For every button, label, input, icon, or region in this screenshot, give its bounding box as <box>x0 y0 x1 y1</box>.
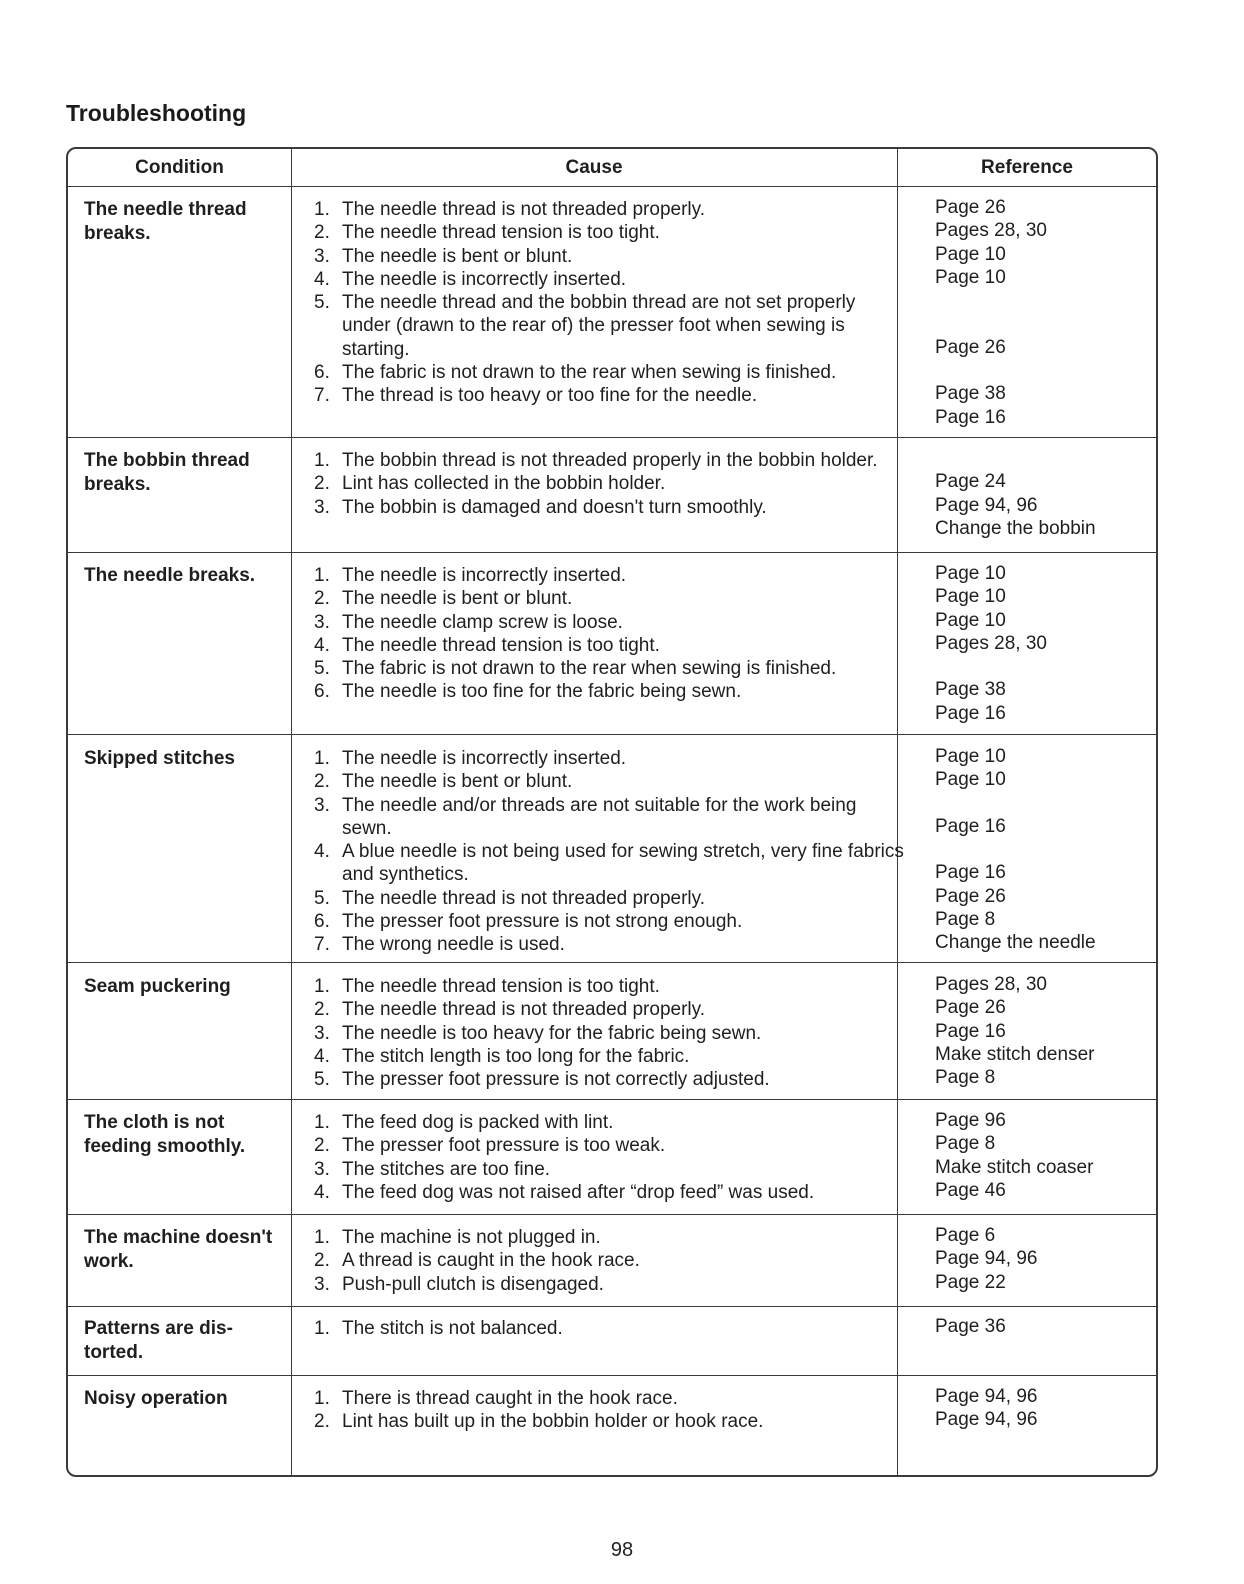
reference-line <box>935 655 1155 678</box>
cause-item <box>314 384 904 407</box>
cause-number: 1. <box>314 976 330 997</box>
cause-text: The needle thread is not threaded properly. <box>342 887 705 909</box>
cause-text: The machine is not plugged in. <box>342 1227 601 1248</box>
cause-number: 4. <box>314 1045 330 1067</box>
reference-line: Page 26 <box>935 997 1006 1019</box>
cause-list <box>314 747 904 957</box>
cause-number: 3. <box>314 1022 330 1044</box>
cause-number: 3. <box>314 611 330 633</box>
cause-item <box>314 887 904 910</box>
cause-item <box>314 496 904 519</box>
cause-text: The needle is incorrectly inserted. <box>342 268 627 290</box>
cause-number: 4. <box>314 634 330 656</box>
cause-text: The needle thread and the bobbin thread are not set properly under (drawn to the rear of) the presser foot when sewing is starting. <box>342 292 856 360</box>
reference-line: Page 16 <box>935 1020 1006 1042</box>
cause-item <box>314 933 904 956</box>
cause-number: 3. <box>314 496 330 518</box>
cause-number: 6. <box>314 681 330 703</box>
reference-line <box>935 312 1155 335</box>
cause-item <box>314 1022 904 1045</box>
reference-line <box>935 792 1155 815</box>
cause-text: The fabric is not drawn to the rear when sewing is finished. <box>342 658 837 680</box>
cause-number: 2. <box>314 999 330 1021</box>
reference-line: Make stitch coaser <box>935 1156 1094 1178</box>
cause-number: 3. <box>314 245 330 267</box>
reference-line: Page 96 <box>935 1110 1006 1131</box>
reference-line: Make stitch denser <box>935 1043 1095 1065</box>
reference-line: Page 22 <box>935 1271 1006 1293</box>
cause-number: 4. <box>314 841 330 863</box>
cause-item <box>314 634 904 657</box>
column-divider <box>291 149 292 1475</box>
cause-text: Push-pull clutch is disengaged. <box>342 1273 604 1295</box>
condition-cell: The machine doesn't work. <box>84 1227 273 1272</box>
cause-text: The presser foot pressure is too weak. <box>342 1135 666 1157</box>
condition-cell: Skipped stitches <box>84 748 235 769</box>
cause-text: The needle is incorrectly inserted. <box>342 748 627 769</box>
condition-cell: The cloth is not feeding smoothly. <box>84 1112 246 1157</box>
cause-number: 3. <box>314 1273 330 1295</box>
cause-text: The presser foot pressure is not correctly adjusted. <box>342 1069 770 1091</box>
troubleshooting-table <box>66 147 1158 1477</box>
reference-cell <box>935 196 1155 429</box>
cause-item <box>314 587 904 610</box>
cause-text: The needle is bent or blunt. <box>342 588 573 610</box>
cause-number: 7. <box>314 934 330 956</box>
cause-number: 1. <box>314 1388 330 1409</box>
cause-item <box>314 611 904 634</box>
cause-number: 5. <box>314 292 330 314</box>
row-divider <box>68 186 1156 187</box>
condition-cell: The bobbin thread breaks. <box>84 450 250 495</box>
cause-list <box>314 1387 904 1434</box>
cause-text: The needle is bent or blunt. <box>342 245 573 267</box>
cause-text: The needle thread is not threaded properly. <box>342 999 705 1021</box>
cause-item <box>314 657 904 680</box>
page-title: Troubleshooting <box>66 100 247 126</box>
cause-number: 1. <box>314 199 330 220</box>
reference-line: Page 16 <box>935 702 1006 724</box>
cause-item <box>314 770 904 793</box>
reference-line: Page 8 <box>935 1067 996 1089</box>
cause-text: The needle is bent or blunt. <box>342 771 573 793</box>
cause-item <box>314 472 904 495</box>
header-cause: Cause <box>565 157 623 178</box>
header-condition: Condition <box>135 157 224 178</box>
cause-number: 6. <box>314 911 330 933</box>
cause-list <box>314 449 904 519</box>
cause-item <box>314 564 904 587</box>
cause-item <box>314 449 904 472</box>
row-divider <box>68 1375 1156 1376</box>
cause-number: 4. <box>314 268 330 290</box>
cause-number: 6. <box>314 362 330 384</box>
reference-line: Page 24 <box>935 471 1006 493</box>
cause-text: The thread is too heavy or too fine for the needle. <box>342 385 758 407</box>
cause-item <box>314 910 904 933</box>
cause-text: Lint has collected in the bobbin holder. <box>342 473 666 495</box>
row-divider <box>68 552 1156 553</box>
reference-cell <box>935 1224 1155 1294</box>
cause-item <box>314 291 904 361</box>
cause-number: 2. <box>314 1411 330 1433</box>
cause-item <box>314 1158 904 1181</box>
reference-line: Pages 28, 30 <box>935 974 1047 995</box>
cause-number: 1. <box>314 1112 330 1133</box>
cause-item <box>314 1410 904 1433</box>
cause-number: 2. <box>314 222 330 244</box>
cause-list <box>314 198 904 408</box>
cause-item <box>314 1134 904 1157</box>
cause-number: 5. <box>314 887 330 909</box>
cause-number: 2. <box>314 473 330 495</box>
cause-text: The fabric is not drawn to the rear when sewing is finished. <box>342 362 837 384</box>
reference-line: Page 10 <box>935 586 1006 608</box>
reference-line: Page 38 <box>935 383 1006 405</box>
cause-text: The needle is incorrectly inserted. <box>342 565 627 586</box>
cause-text: The needle thread tension is too tight. <box>342 976 660 997</box>
cause-text: The needle is too fine for the fabric being sewn. <box>342 681 742 703</box>
reference-line: Page 16 <box>935 815 1006 837</box>
row-divider <box>68 962 1156 963</box>
cause-text: Lint has built up in the bobbin holder or hook race. <box>342 1411 764 1433</box>
reference-line: Page 26 <box>935 336 1006 358</box>
cause-text: The bobbin thread is not threaded properly in the bobbin holder. <box>342 450 878 471</box>
cause-item <box>314 680 904 703</box>
condition-cell: Patterns are dis- torted. <box>84 1318 233 1363</box>
cause-list <box>314 1317 904 1340</box>
reference-line: Page 26 <box>935 197 1006 218</box>
reference-line: Page 10 <box>935 609 1006 631</box>
reference-line <box>935 838 1155 861</box>
row-divider <box>68 1306 1156 1307</box>
reference-cell <box>935 745 1155 955</box>
reference-cell <box>935 562 1155 725</box>
reference-line: Page 10 <box>935 563 1006 584</box>
row-divider <box>68 437 1156 438</box>
cause-item <box>314 747 904 770</box>
cause-item <box>314 221 904 244</box>
reference-line <box>935 447 1155 470</box>
cause-item <box>314 1249 904 1272</box>
cause-item <box>314 1111 904 1134</box>
cause-text: The wrong needle is used. <box>342 934 565 956</box>
cause-text: There is thread caught in the hook race. <box>342 1388 678 1409</box>
row-divider <box>68 1099 1156 1100</box>
condition-cell: The needle thread breaks. <box>84 199 247 244</box>
cause-text: The feed dog is packed with lint. <box>342 1112 614 1133</box>
cause-item <box>314 1226 904 1249</box>
reference-line: Page 8 <box>935 909 996 931</box>
cause-number: 3. <box>314 794 330 816</box>
condition-cell: The needle breaks. <box>84 565 256 586</box>
cause-number: 2. <box>314 771 330 793</box>
cause-item <box>314 1387 904 1410</box>
cause-number: 1. <box>314 450 330 471</box>
header-reference: Reference <box>981 157 1073 178</box>
cause-item <box>314 1273 904 1296</box>
cause-text: The needle thread tension is too tight. <box>342 634 660 656</box>
reference-line: Change the bobbin <box>935 517 1096 539</box>
reference-line: Page 94, 96 <box>935 1409 1038 1431</box>
cause-item <box>314 1317 904 1340</box>
reference-cell <box>935 973 1155 1089</box>
cause-item <box>314 1045 904 1068</box>
cause-text: The stitch is not balanced. <box>342 1318 563 1339</box>
cause-item <box>314 198 904 221</box>
cause-text: The needle and/or threads are not suitable for the work being sewn. <box>342 794 857 839</box>
reference-line <box>935 289 1155 312</box>
reference-line: Page 10 <box>935 769 1006 791</box>
reference-line: Pages 28, 30 <box>935 220 1047 242</box>
reference-line: Pages 28, 30 <box>935 632 1047 654</box>
reference-line: Page 38 <box>935 679 1006 701</box>
row-divider <box>68 1214 1156 1215</box>
cause-text: The needle thread tension is too tight. <box>342 222 660 244</box>
cause-item <box>314 1181 904 1204</box>
cause-item <box>314 794 904 841</box>
cause-text: The presser foot pressure is not strong enough. <box>342 911 743 933</box>
cause-number: 5. <box>314 1069 330 1091</box>
cause-text: A thread is caught in the hook race. <box>342 1250 640 1272</box>
reference-line: Page 16 <box>935 406 1006 428</box>
reference-line: Page 36 <box>935 1316 1006 1337</box>
cause-number: 2. <box>314 588 330 610</box>
reference-line: Page 10 <box>935 266 1006 288</box>
reference-line: Page 6 <box>935 1225 996 1246</box>
reference-line: Page 94, 96 <box>935 494 1038 516</box>
cause-number: 1. <box>314 565 330 586</box>
reference-line: Page 26 <box>935 885 1006 907</box>
reference-line: Page 94, 96 <box>935 1248 1038 1270</box>
condition-cell: Noisy operation <box>84 1388 228 1409</box>
cause-number: 4. <box>314 1181 330 1203</box>
cause-text: The bobbin is damaged and doesn't turn smoothly. <box>342 496 767 518</box>
cause-text: The feed dog was not raised after “drop feed” was used. <box>342 1181 815 1203</box>
cause-text: The needle clamp screw is loose. <box>342 611 623 633</box>
cause-text: The stitch length is too long for the fabric. <box>342 1045 690 1067</box>
cause-text: A blue needle is not being used for sewing stretch, very fine fabrics and synthetics. <box>342 841 904 886</box>
reference-cell <box>935 1109 1155 1202</box>
cause-item <box>314 840 904 887</box>
cause-item <box>314 268 904 291</box>
cause-number: 1. <box>314 1318 330 1339</box>
cause-number: 7. <box>314 385 330 407</box>
reference-line: Page 16 <box>935 862 1006 884</box>
reference-line: Page 10 <box>935 243 1006 265</box>
cause-number: 1. <box>314 1227 330 1248</box>
cause-item <box>314 245 904 268</box>
reference-line: Page 46 <box>935 1179 1006 1201</box>
condition-cell: Seam puckering <box>84 976 231 997</box>
reference-line: Page 8 <box>935 1133 996 1155</box>
cause-number: 2. <box>314 1250 330 1272</box>
reference-cell <box>935 447 1155 540</box>
cause-list <box>314 1111 904 1204</box>
reference-line: Page 10 <box>935 746 1006 767</box>
cause-number: 2. <box>314 1135 330 1157</box>
cause-list <box>314 564 904 704</box>
cause-item <box>314 1068 904 1091</box>
cause-text: The stitches are too fine. <box>342 1158 551 1180</box>
reference-line <box>935 359 1155 382</box>
page-number: 98 <box>610 1539 634 1561</box>
cause-text: The needle is too heavy for the fabric being sewn. <box>342 1022 762 1044</box>
cause-list <box>314 975 904 1091</box>
cause-text: The needle thread is not threaded properly. <box>342 199 705 220</box>
reference-line: Page 94, 96 <box>935 1386 1038 1407</box>
cause-item <box>314 361 904 384</box>
cause-item <box>314 975 904 998</box>
reference-line: Change the needle <box>935 932 1096 954</box>
row-divider <box>68 734 1156 735</box>
reference-cell <box>935 1315 1155 1338</box>
cause-list <box>314 1226 904 1296</box>
cause-number: 5. <box>314 658 330 680</box>
cause-number: 1. <box>314 748 330 769</box>
cause-item <box>314 998 904 1021</box>
reference-cell <box>935 1385 1155 1432</box>
cause-number: 3. <box>314 1158 330 1180</box>
